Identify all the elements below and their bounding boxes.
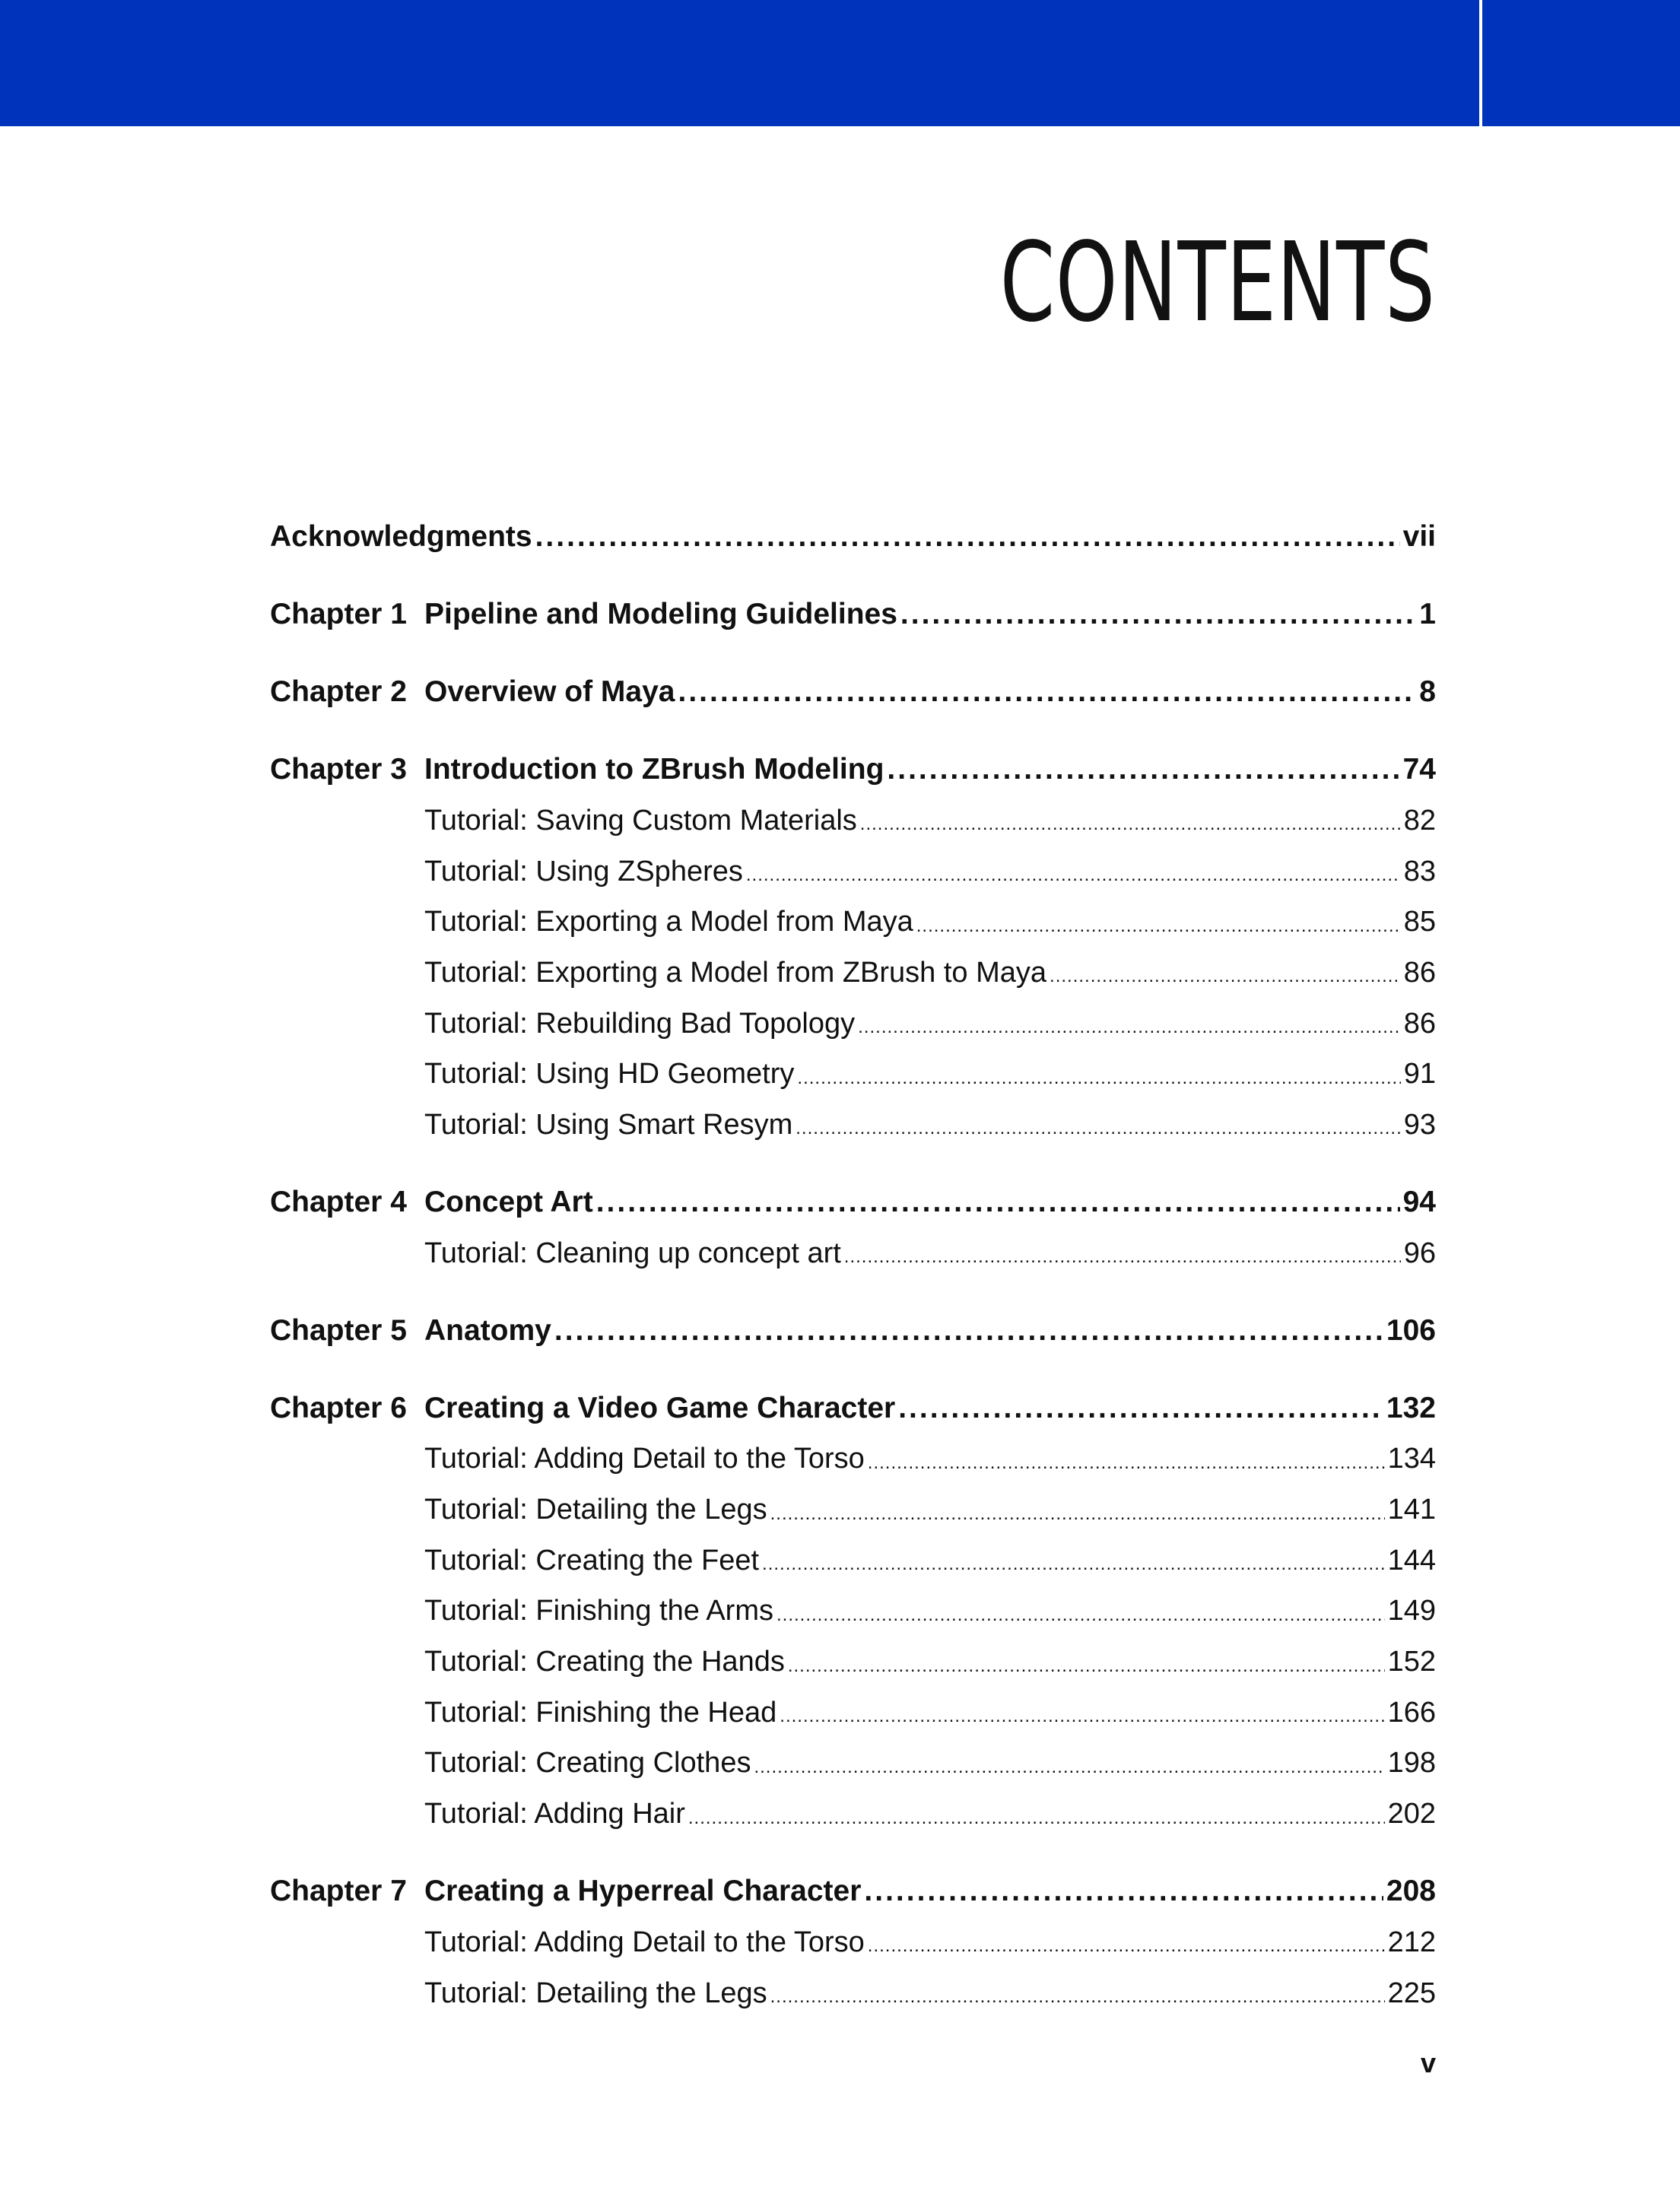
toc-entry-row xyxy=(424,795,1436,846)
dot-leader xyxy=(864,1875,1383,1908)
chapter-title: Pipeline and Modeling Guidelines xyxy=(424,598,897,630)
toc-entry-row xyxy=(270,744,1436,795)
chapter-title: Concept Art xyxy=(424,1185,593,1218)
dot-leader xyxy=(754,1757,1384,1778)
toc-entry-row xyxy=(270,589,1436,640)
dot-leader xyxy=(868,1935,1385,1957)
chapter-label: Chapter 2 xyxy=(270,675,407,708)
chapter-label: Chapter 3 xyxy=(270,753,407,786)
chapter-page: 74 xyxy=(1402,753,1436,786)
tutorial-page: 141 xyxy=(1387,1494,1436,1526)
chapter-title: Creating a Video Game Character xyxy=(424,1391,896,1424)
toc-entry-row xyxy=(424,1228,1436,1279)
dot-leader xyxy=(858,1017,1401,1038)
toc-entry-row xyxy=(424,1049,1436,1100)
chapter-page: 94 xyxy=(1402,1185,1436,1218)
dot-leader xyxy=(868,1453,1385,1474)
toc-entry-tutorial[interactable] xyxy=(270,1484,1436,1535)
dot-leader xyxy=(554,1314,1383,1348)
dot-leader xyxy=(780,1706,1384,1727)
dot-leader xyxy=(776,1605,1385,1626)
tutorial-page: 96 xyxy=(1403,1237,1436,1269)
toc-entry-row xyxy=(424,1100,1436,1151)
tutorial-page: 202 xyxy=(1387,1798,1436,1831)
chapter-title: Creating a Hyperreal Character xyxy=(424,1875,862,1907)
dot-leader xyxy=(796,1118,1400,1139)
tutorial-title: Tutorial: Using Smart Resym xyxy=(424,1108,793,1141)
tutorial-title: Tutorial: Detailing the Legs xyxy=(424,1977,767,2009)
tutorial-title: Tutorial: Using HD Geometry xyxy=(424,1058,795,1091)
toc-entry-tutorial[interactable] xyxy=(270,1917,1436,1968)
chapter-page: 106 xyxy=(1386,1313,1436,1347)
tutorial-page: 93 xyxy=(1403,1108,1436,1141)
toc-entry-row xyxy=(424,1688,1436,1738)
tutorial-title: Tutorial: Adding Detail to the Torso xyxy=(424,1926,865,1958)
chapter-title: Introduction to ZBrush Modeling xyxy=(424,753,884,786)
toc-entry-row xyxy=(424,948,1436,999)
toc-entry-row xyxy=(424,1586,1436,1637)
toc-entry-tutorial[interactable] xyxy=(270,1688,1436,1738)
toc-entry-tutorial[interactable] xyxy=(270,1586,1436,1637)
dot-leader xyxy=(844,1246,1401,1268)
header-band-tab xyxy=(1482,0,1680,126)
dot-leader xyxy=(900,598,1416,631)
dot-leader xyxy=(788,1656,1385,1677)
toc-entry-tutorial[interactable] xyxy=(270,1049,1436,1100)
tutorial-page: 198 xyxy=(1387,1747,1436,1780)
dot-leader xyxy=(762,1554,1385,1575)
toc-entry-tutorial[interactable] xyxy=(270,999,1436,1049)
toc-entry-acknowledgments[interactable] xyxy=(270,511,1436,563)
toc-entry-tutorial[interactable] xyxy=(270,1434,1436,1485)
dot-leader xyxy=(535,520,1400,554)
chapter-title: Anatomy xyxy=(424,1313,551,1347)
toc-entry-row xyxy=(424,897,1436,948)
toc-entry-tutorial[interactable] xyxy=(270,1637,1436,1688)
dot-leader xyxy=(596,1186,1400,1219)
toc-entry-chapter[interactable] xyxy=(270,589,1436,640)
chapter-page: 132 xyxy=(1386,1391,1436,1424)
tutorial-page: 166 xyxy=(1387,1696,1436,1729)
dot-leader xyxy=(770,1986,1385,2008)
tutorial-page: 86 xyxy=(1403,1007,1436,1040)
toc-entry-page: vii xyxy=(1402,520,1436,553)
tutorial-page: 82 xyxy=(1403,804,1436,837)
chapter-page: 1 xyxy=(1419,598,1436,630)
tutorial-title: Tutorial: Creating Clothes xyxy=(424,1747,751,1780)
header-band-main xyxy=(0,0,1479,126)
chapter-label: Chapter 5 xyxy=(270,1313,407,1347)
dot-leader xyxy=(887,753,1399,786)
toc-entry-row xyxy=(424,1434,1436,1485)
dot-leader xyxy=(860,814,1401,835)
toc-entry-tutorial[interactable] xyxy=(270,795,1436,846)
toc-entry-chapter[interactable] xyxy=(270,666,1436,718)
tutorial-page: 152 xyxy=(1387,1646,1436,1678)
tutorial-title: Tutorial: Exporting a Model from Maya xyxy=(424,906,913,938)
tutorial-page: 91 xyxy=(1403,1058,1436,1091)
toc-entry-tutorial[interactable] xyxy=(270,897,1436,948)
toc-entry-title: Acknowledgments xyxy=(270,520,532,553)
chapter-label: Chapter 1 xyxy=(270,598,407,630)
tutorial-page: 212 xyxy=(1387,1926,1436,1958)
tutorial-title: Tutorial: Exporting a Model from ZBrush to Maya xyxy=(424,956,1047,989)
tutorial-title: Tutorial: Adding Hair xyxy=(424,1798,685,1831)
tutorial-title: Tutorial: Finishing the Head xyxy=(424,1696,777,1729)
toc-entry-chapter[interactable] xyxy=(270,1305,1436,1357)
chapter-page: 8 xyxy=(1419,675,1436,708)
chapter-label: Chapter 7 xyxy=(270,1875,407,1907)
toc-entry-row xyxy=(424,846,1436,897)
dot-leader xyxy=(770,1503,1385,1525)
dot-leader xyxy=(746,865,1401,886)
toc-entry-row xyxy=(270,666,1436,718)
dot-leader xyxy=(898,1392,1383,1425)
tutorial-title: Tutorial: Rebuilding Bad Topology xyxy=(424,1007,856,1040)
page-title: CONTENTS xyxy=(1000,218,1436,347)
toc-entry-row xyxy=(424,999,1436,1049)
header-band xyxy=(0,0,1680,126)
toc-entry-chapter[interactable] xyxy=(270,1383,1436,1434)
tutorial-title: Tutorial: Saving Custom Materials xyxy=(424,804,857,837)
tutorial-title: Tutorial: Cleaning up concept art xyxy=(424,1237,841,1269)
table-of-contents xyxy=(270,511,1436,2018)
toc-entry-row xyxy=(424,1535,1436,1586)
toc-entry-row xyxy=(270,511,1436,563)
toc-entry-row xyxy=(424,1484,1436,1535)
tutorial-title: Tutorial: Using ZSpheres xyxy=(424,855,743,887)
toc-entry-tutorial[interactable] xyxy=(270,1968,1436,2019)
toc-entry-tutorial[interactable] xyxy=(270,1228,1436,1279)
dot-leader xyxy=(916,916,1401,937)
tutorial-title: Tutorial: Creating the Feet xyxy=(424,1544,760,1577)
toc-entry-row xyxy=(424,1968,1436,2019)
toc-entry-row xyxy=(424,1917,1436,1968)
tutorial-page: 83 xyxy=(1403,855,1436,887)
toc-entry-row xyxy=(270,1176,1436,1228)
page-number: v xyxy=(1420,2047,1436,2078)
tutorial-title: Tutorial: Creating the Hands xyxy=(424,1646,785,1678)
tutorial-page: 225 xyxy=(1387,1977,1436,2009)
toc-entry-chapter[interactable] xyxy=(270,1176,1436,1228)
tutorial-title: Tutorial: Detailing the Legs xyxy=(424,1494,767,1526)
toc-entry-tutorial[interactable] xyxy=(270,948,1436,999)
toc-entry-row xyxy=(270,1305,1436,1357)
dot-leader xyxy=(688,1808,1385,1829)
chapter-label: Chapter 6 xyxy=(270,1391,407,1424)
dot-leader xyxy=(678,675,1416,709)
dot-leader xyxy=(797,1068,1400,1089)
toc-entry-tutorial[interactable] xyxy=(270,846,1436,897)
toc-entry-tutorial[interactable] xyxy=(270,1100,1436,1151)
toc-entry-tutorial[interactable] xyxy=(270,1535,1436,1586)
toc-entry-row xyxy=(424,1738,1436,1789)
tutorial-page: 134 xyxy=(1387,1443,1436,1475)
tutorial-page: 85 xyxy=(1403,906,1436,938)
tutorial-page: 149 xyxy=(1387,1595,1436,1627)
toc-entry-tutorial[interactable] xyxy=(270,1789,1436,1840)
chapter-title: Overview of Maya xyxy=(424,675,675,708)
tutorial-title: Tutorial: Adding Detail to the Torso xyxy=(424,1443,865,1475)
chapter-page: 208 xyxy=(1386,1875,1436,1907)
toc-entry-chapter[interactable] xyxy=(270,1865,1436,1917)
tutorial-page: 86 xyxy=(1403,956,1436,989)
toc-entry-row xyxy=(270,1865,1436,1917)
toc-entry-row xyxy=(270,1383,1436,1434)
dot-leader xyxy=(1050,966,1401,987)
chapter-label: Chapter 4 xyxy=(270,1185,407,1218)
toc-entry-tutorial[interactable] xyxy=(270,1738,1436,1789)
toc-entry-row xyxy=(424,1789,1436,1840)
toc-entry-row xyxy=(424,1637,1436,1688)
toc-entry-chapter[interactable] xyxy=(270,744,1436,795)
tutorial-page: 144 xyxy=(1387,1544,1436,1577)
tutorial-title: Tutorial: Finishing the Arms xyxy=(424,1595,773,1627)
